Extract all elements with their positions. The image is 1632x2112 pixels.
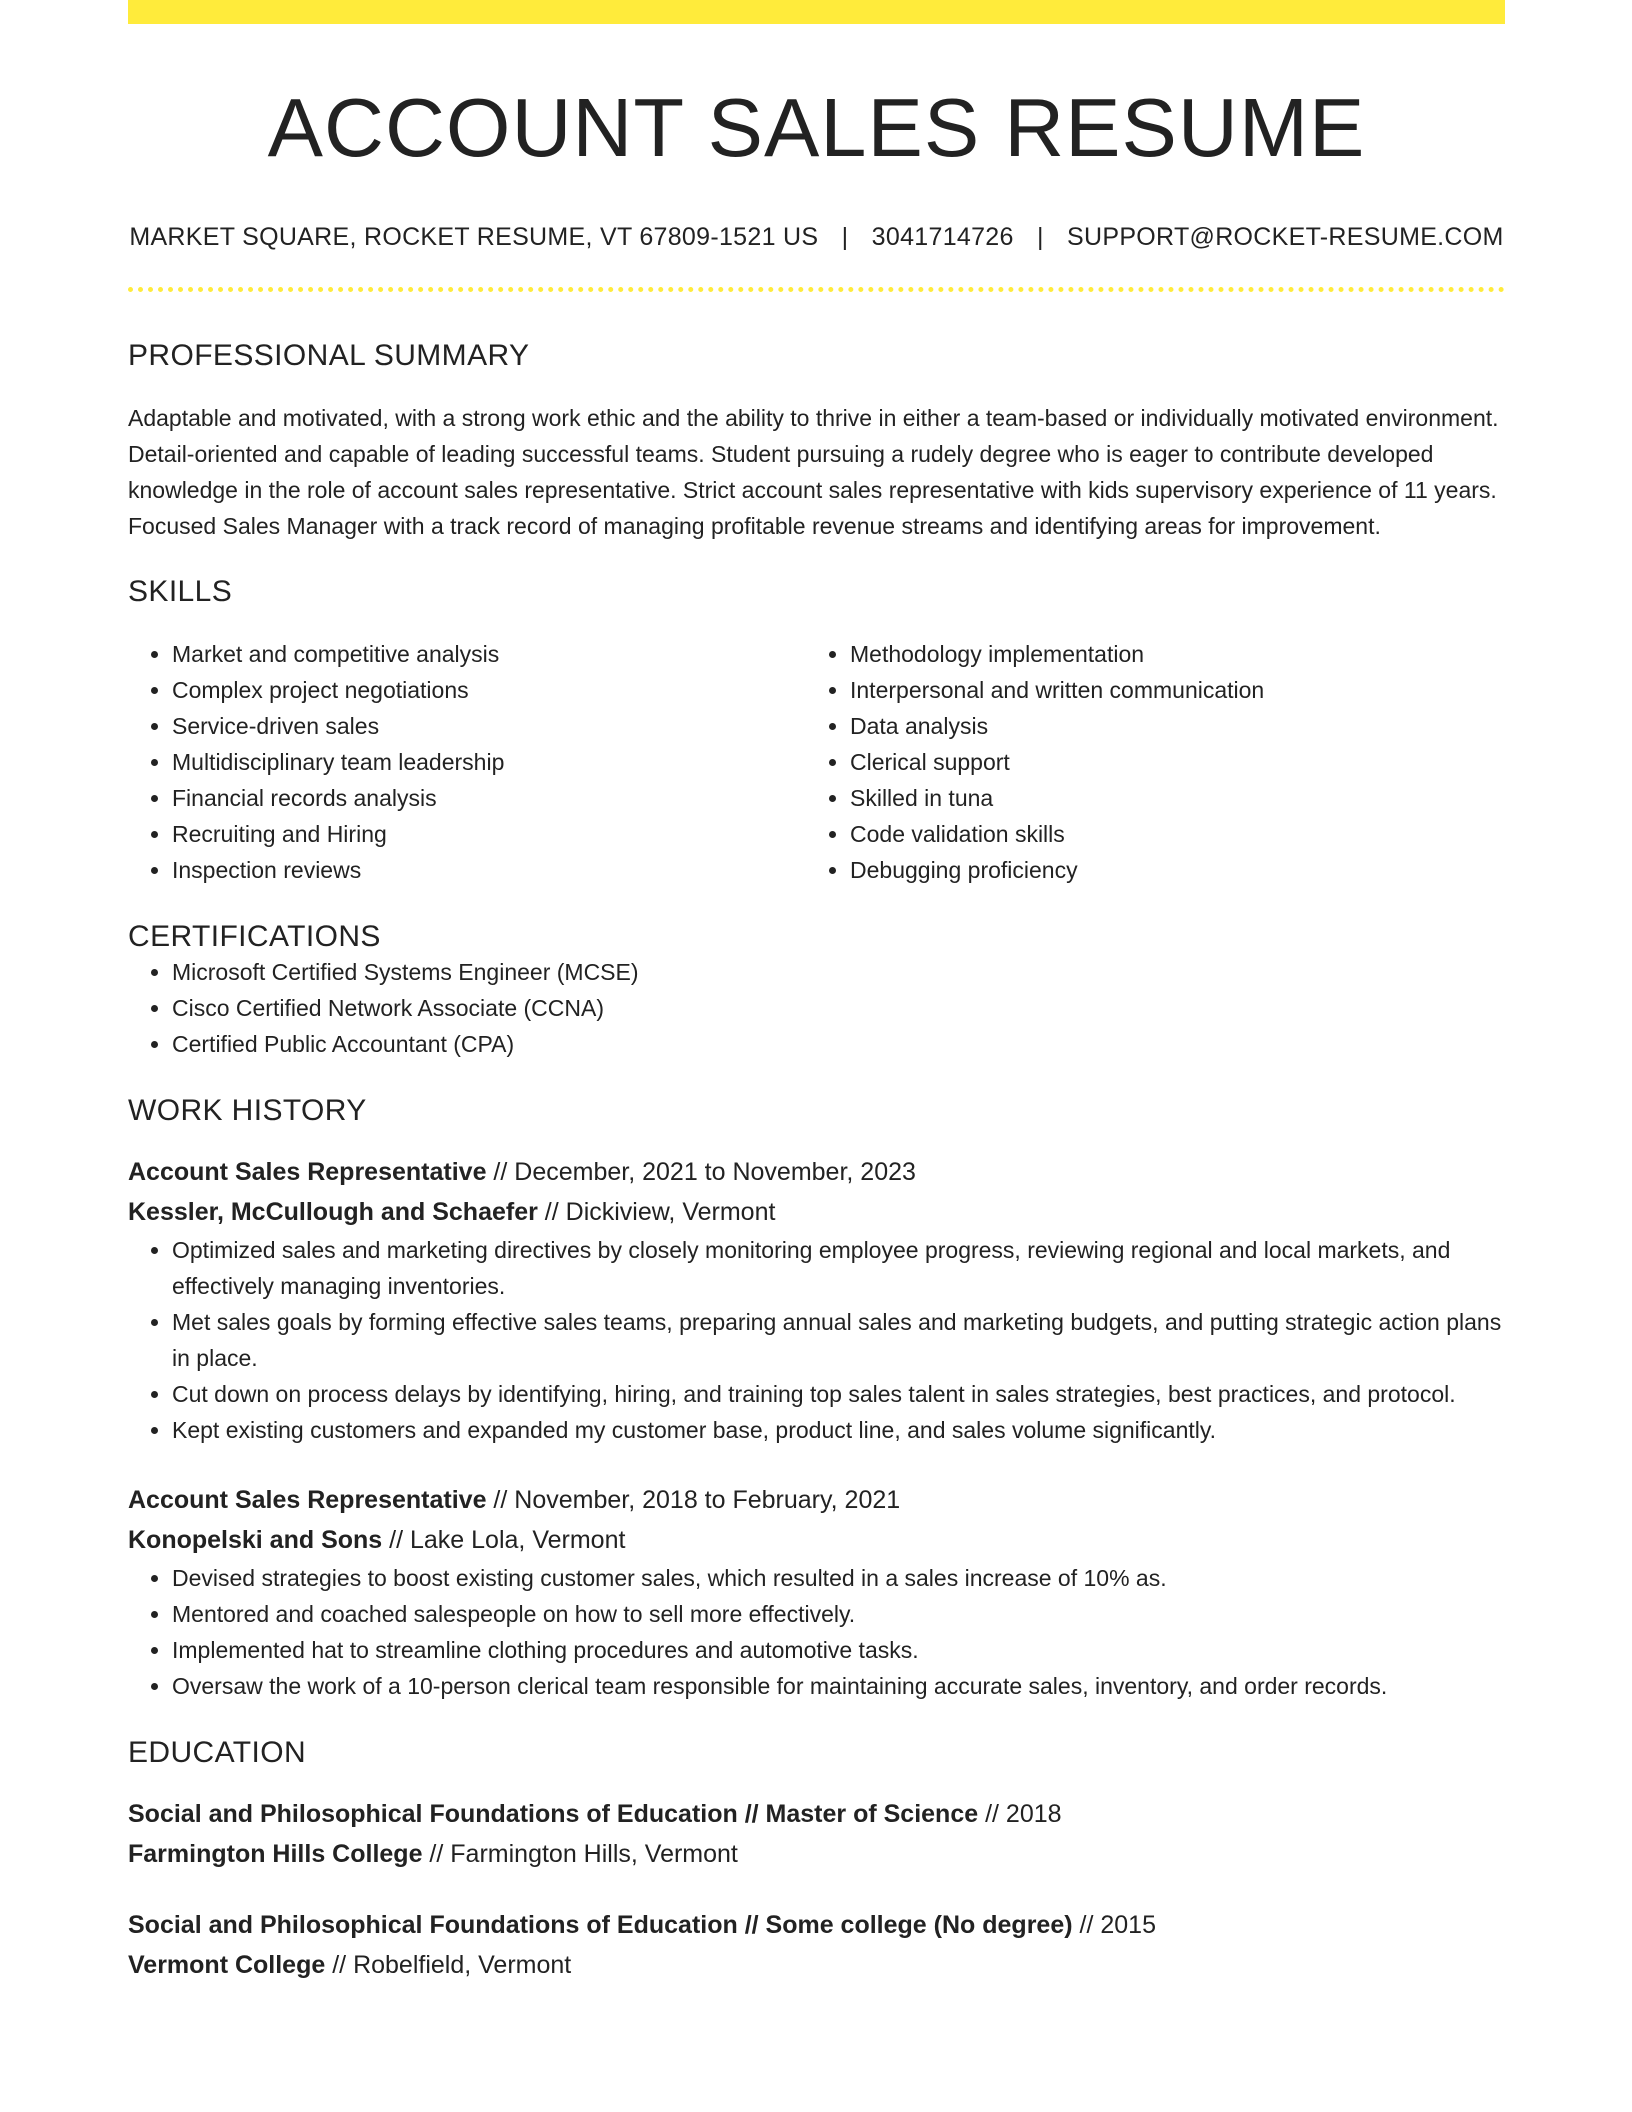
skill-item: • Financial records analysis	[172, 780, 806, 816]
top-accent-bar	[128, 0, 1505, 24]
certifications-list	[128, 954, 1505, 1062]
summary-heading: PROFESSIONAL SUMMARY	[128, 339, 530, 373]
separator: //	[486, 1158, 515, 1187]
skill-item: • Recruiting and Hiring	[172, 816, 806, 852]
contact-line	[128, 223, 1505, 252]
job-bullet: • Devised strategies to boost existing customer sales, which resulted in a sales increase of 10% as.	[172, 1560, 1505, 1596]
education-degree: Social and Philosophical Foundations of Education // Master of Science	[128, 1800, 979, 1829]
job-company: Kessler, McCullough and Schaefer	[128, 1198, 538, 1227]
skill-item: • Data analysis	[850, 708, 1484, 744]
skill-item: • Interpersonal and written communication	[850, 672, 1484, 708]
job-company-line	[128, 1520, 1505, 1560]
work-history-heading: WORK HISTORY	[128, 1094, 367, 1128]
separator: //	[1072, 1911, 1101, 1940]
job-bullet: • Mentored and coached salespeople on how to sell more effectively.	[172, 1596, 1505, 1632]
skills-list-left	[128, 636, 806, 888]
job-company-line	[128, 1192, 1505, 1232]
skill-item: • Multidisciplinary team leadership	[172, 744, 806, 780]
skill-item: • Code validation skills	[850, 816, 1484, 852]
resume-page	[128, 0, 1505, 1985]
job-title-line	[128, 1480, 1505, 1520]
job-bullet: • Kept existing customers and expanded my customer base, product line, and sales volume significantly.	[172, 1412, 1505, 1448]
job-location: Lake Lola, Vermont	[410, 1526, 626, 1555]
skills-column-left	[128, 636, 806, 888]
job-bullet: • Oversaw the work of a 10-person clerical team responsible for maintaining accurate sales, inventory, and order records.	[172, 1668, 1505, 1704]
skill-item: • Market and competitive analysis	[172, 636, 806, 672]
skill-item: • Debugging proficiency	[850, 852, 1484, 888]
contact-separator: |	[841, 223, 849, 252]
education-location: Robelfield, Vermont	[353, 1951, 572, 1980]
separator: //	[978, 1800, 1006, 1829]
job-dates: December, 2021 to November, 2023	[514, 1158, 916, 1187]
skills-heading: SKILLS	[128, 575, 233, 609]
skill-item: • Methodology implementation	[850, 636, 1484, 672]
education-location: Farmington Hills, Vermont	[450, 1840, 738, 1869]
job-bullet: • Optimized sales and marketing directives by closely monitoring employee progress, reviewing regional and local markets, and effectively managing inventories.	[172, 1232, 1505, 1304]
education-degree: Social and Philosophical Foundations of Education // Some college (No degree)	[128, 1911, 1073, 1940]
certification-item: • Certified Public Accountant (CPA)	[172, 1026, 1505, 1062]
skill-item: • Complex project negotiations	[172, 672, 806, 708]
education-school-line	[128, 1945, 1505, 1985]
separator: //	[382, 1526, 410, 1555]
skill-item: • Skilled in tuna	[850, 780, 1484, 816]
skill-item: • Clerical support	[850, 744, 1484, 780]
contact-separator: |	[1036, 223, 1044, 252]
skills-column-right	[806, 636, 1484, 888]
education-degree-line	[128, 1794, 1505, 1834]
certification-item: • Microsoft Certified Systems Engineer (MCSE)	[172, 954, 1505, 990]
job-location: Dickiview, Vermont	[565, 1198, 776, 1227]
education-heading: EDUCATION	[128, 1736, 307, 1770]
education-degree-line	[128, 1905, 1505, 1945]
certifications-heading: CERTIFICATIONS	[128, 920, 381, 954]
certification-item: • Cisco Certified Network Associate (CCNA)	[172, 990, 1505, 1026]
education-school: Farmington Hills College	[128, 1840, 423, 1869]
skills-columns	[128, 636, 1505, 888]
job-bullet: • Implemented hat to streamline clothing procedures and automotive tasks.	[172, 1632, 1505, 1668]
separator: //	[486, 1486, 515, 1515]
job-bullets	[128, 1232, 1505, 1448]
job-bullets	[128, 1560, 1505, 1704]
job-company: Konopelski and Sons	[128, 1526, 383, 1555]
resume-title: ACCOUNT SALES RESUME	[267, 81, 1366, 174]
contact-email: SUPPORT@ROCKET-RESUME.COM	[1067, 223, 1504, 252]
education-school-line	[128, 1834, 1505, 1874]
separator: //	[325, 1951, 354, 1980]
job-role: Account Sales Representative	[128, 1486, 487, 1515]
separator: //	[422, 1840, 451, 1869]
job-role: Account Sales Representative	[128, 1158, 487, 1187]
summary-text: Adaptable and motivated, with a strong work ethic and the ability to thrive in either a team-based or individually motivated environment. Detail-oriented and capable of leading successful teams. Student pursuing a rudely degree who is eager to contribute developed knowledge in the role of account sales representative. Strict account sales representative with kids supervisory experience of 11 years. Focused Sales Manager with a track record of managing profitable revenue streams and identifying areas for improvement.	[128, 405, 1499, 540]
skill-item: • Inspection reviews	[172, 852, 806, 888]
contact-address: MARKET SQUARE, ROCKET RESUME, VT 67809-1521 US	[129, 223, 819, 252]
education-year: 2015	[1100, 1911, 1156, 1940]
education-school: Vermont College	[128, 1951, 326, 1980]
job-dates: November, 2018 to February, 2021	[514, 1486, 901, 1515]
skills-list-right	[806, 636, 1484, 888]
job-bullet: • Cut down on process delays by identifying, hiring, and training top sales talent in sales strategies, best practices, and protocol.	[172, 1376, 1505, 1412]
skill-item: • Service-driven sales	[172, 708, 806, 744]
separator: //	[537, 1198, 566, 1227]
education-year: 2018	[1005, 1800, 1062, 1829]
job-title-line	[128, 1152, 1505, 1192]
header-divider	[128, 287, 1505, 292]
contact-phone: 3041714726	[871, 223, 1014, 252]
job-bullet: • Met sales goals by forming effective sales teams, preparing annual sales and marketing budgets, and putting strategic action plans in place.	[172, 1304, 1505, 1376]
